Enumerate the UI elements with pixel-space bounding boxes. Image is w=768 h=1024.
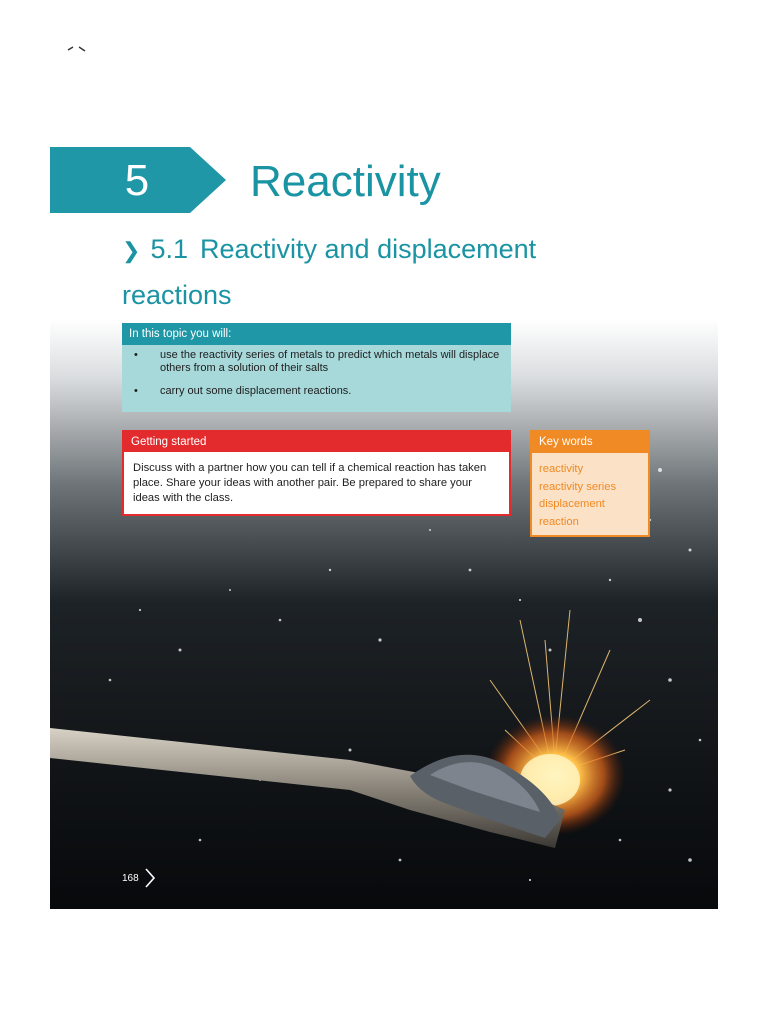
topic-item-text: use the reactivity series of metals to predict which metals will displace others from a solution of their salts [160, 349, 500, 374]
section-title: Reactivity and displacement reactions [122, 234, 537, 310]
keyword-item: reactivity [539, 463, 584, 475]
list-item [122, 349, 511, 375]
chapter-number: 5 [124, 156, 150, 205]
topic-list [122, 349, 511, 398]
chapter-title: Reactivity [250, 157, 441, 206]
list-item [122, 385, 511, 398]
chevron-right-icon: ❯ [122, 238, 141, 263]
getting-started-header: Getting started [124, 432, 509, 452]
bullet-icon: • [134, 349, 138, 361]
topic-objectives-box [122, 323, 511, 412]
chevron-right-icon [144, 866, 156, 890]
keyword-item: displacement [539, 498, 605, 510]
keyword-item: reactivity series [539, 480, 617, 493]
crop-mark-icon [67, 44, 87, 54]
topic-item-text: carry out some displacement reactions. [160, 385, 352, 397]
key-words-list [532, 461, 648, 531]
keyword-item: reaction [539, 515, 579, 528]
getting-started-box [122, 430, 511, 516]
bullet-icon: • [134, 385, 138, 397]
getting-started-text: Discuss with a partner how you can tell if a chemical reaction has taken place. Share your ideas with another pair. Be prepared to share your ideas with the class. [133, 462, 487, 504]
topic-box-header: In this topic you will: [122, 323, 511, 345]
key-words-header: Key words [532, 432, 648, 453]
section-number: 5.1 [150, 234, 188, 264]
page-number: 168 [122, 873, 139, 884]
key-words-box [530, 430, 650, 537]
section-heading [122, 227, 642, 317]
